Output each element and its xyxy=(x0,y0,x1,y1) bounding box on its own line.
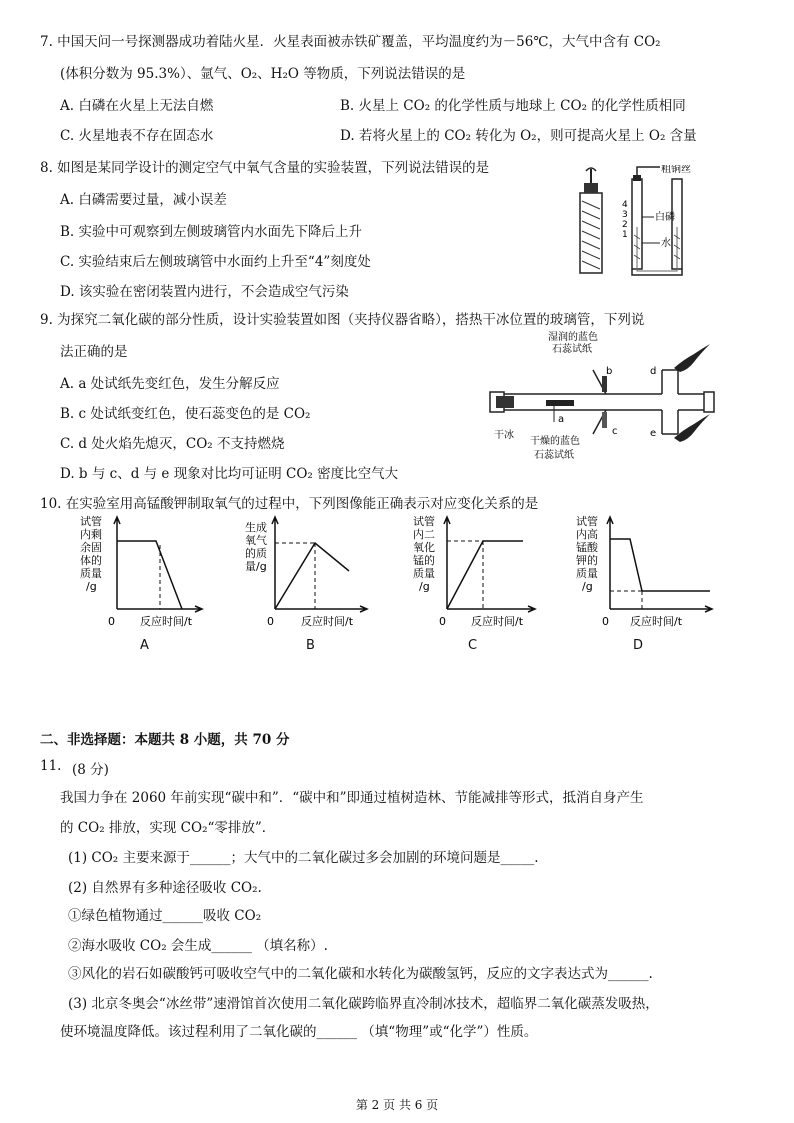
graph-d xyxy=(570,515,740,635)
q9-option-a: A. a 处试纸先变红色，发生分解反应 xyxy=(60,376,280,392)
scale-2: 2 xyxy=(622,220,628,230)
q11-intro-line1: 我国力争在 2060 年前实现“碳中和”．“碳中和”即通过植树造林、节能减排等形式，抵消自身产生 xyxy=(60,790,644,806)
label-copper-wire: 粗铜丝 xyxy=(661,165,691,175)
graph-b-origin: 0 xyxy=(267,615,274,628)
q11-part3-line2: 使环境温度降低。该过程利用了二氧化碳的______ （填“物理”或“化学”）性质。 xyxy=(60,1024,538,1040)
graph-d-letter: D xyxy=(633,638,644,653)
graph-b-ylabel-1: 氧气 xyxy=(245,534,267,547)
graph-d-ylabel-2: 锰酸 xyxy=(576,541,598,554)
q7-stem-line1: 7. 中国天问一号探测器成功着陆火星．火星表面被赤铁矿覆盖，平均温度约为－56℃，大气中含有 CO₂ xyxy=(40,34,661,50)
graph-b-xlabel: 反应时间/t xyxy=(301,615,354,628)
graph-b-ylabel-3: 量/g xyxy=(245,560,267,573)
graph-a-curve xyxy=(117,541,182,609)
label-wet-paper-1: 湿润的蓝色 xyxy=(548,332,598,343)
q11-part3-line1: (3) 北京冬奥会“冰丝带”速滑馆首次使用二氧化碳跨临界直冷制冰技术，超临界二氧化碳蒸发吸热， xyxy=(68,996,659,1012)
q7-option-b: B. 火星上 CO₂ 的化学性质与地球上 CO₂ 的化学性质相同 xyxy=(340,98,686,114)
q11-part2c: ③风化的岩石如碳酸钙可吸收空气中的二氧化碳和水转化为碳酸氢钙，反应的文字表达式为______. xyxy=(68,966,653,982)
q11-part2: (2) 自然界有多种途径吸收 CO₂. xyxy=(68,880,262,896)
q10-stem: 10. 在实验室用高锰酸钾制取氧气的过程中，下列图像能正确表示对应变化关系的是 xyxy=(40,496,539,512)
graph-a xyxy=(70,515,230,635)
graph-d-curve xyxy=(610,539,710,591)
graph-c-ylabel-2: 氧化 xyxy=(413,541,435,554)
q11-score: (8 分) xyxy=(72,762,109,778)
q8-option-b: B. 实验中可观察到左侧玻璃管内水面先下降后上升 xyxy=(60,224,363,240)
graph-d-ylabel-1: 内高 xyxy=(576,528,598,541)
label-dry-ice: 干冰 xyxy=(494,430,514,441)
label-dry-paper-2: 石蕊试纸 xyxy=(534,450,574,461)
q8-stem: 8. 如图是某同学设计的测定空气中氧气含量的实验装置，下列说法错误的是 xyxy=(40,160,490,176)
scale-1: 1 xyxy=(622,230,628,240)
graph-a-ylabel-0: 试管 xyxy=(80,515,102,528)
q7-option-c: C. 火星地表不存在固态水 xyxy=(60,128,214,144)
q11-intro-line2: 的 CO₂ 排放，实现 CO₂“零排放”． xyxy=(60,820,276,836)
graph-a-ylabel-5: /g xyxy=(86,580,97,593)
q9-option-d: D. b 与 c、d 与 e 现象对比均可证明 CO₂ 密度比空气大 xyxy=(60,466,399,482)
graph-c-letter: C xyxy=(468,638,478,653)
graph-a-ylabel-3: 体的 xyxy=(80,554,102,567)
graph-c-origin: 0 xyxy=(439,615,446,628)
q11-part2b: ②海水吸收 CO₂ 会生成______ （填名称）. xyxy=(68,938,328,954)
q9-option-b: B. c 处试纸变红色，使石蕊变色的是 CO₂ xyxy=(60,406,311,422)
q11-part1: (1) CO₂ 主要来源于______；大气中的二氧化碳过多会加剧的环境问题是_____. xyxy=(68,850,539,866)
graph-c-ylabel-3: 锰的 xyxy=(413,554,435,567)
label-white-phosphorus: 白磷 xyxy=(655,212,675,223)
graph-a-origin: 0 xyxy=(108,615,115,628)
label-dry-paper-1: 干燥的蓝色 xyxy=(530,436,580,447)
q11-number: 11. xyxy=(40,758,62,774)
graph-d-origin: 0 xyxy=(602,615,609,628)
q8-option-a: A. 白磷需要过量，减小误差 xyxy=(60,192,227,208)
label-a: a xyxy=(558,414,565,425)
graph-d-ylabel-0: 试管 xyxy=(576,515,598,528)
q9-stem-line2: 法正确的是 xyxy=(60,344,128,360)
scale-4: 4 xyxy=(622,200,628,210)
graph-c-curve xyxy=(447,541,523,609)
graph-c-ylabel-0: 试管 xyxy=(413,515,435,528)
q8-option-c: C. 实验结束后左侧玻璃管中水面约上升至“4”刻度处 xyxy=(60,254,371,270)
graph-d-ylabel-4: 质量 xyxy=(576,567,598,580)
label-wet-paper-2: 石蕊试纸 xyxy=(552,344,592,355)
graph-a-ylabel-1: 内剩 xyxy=(80,528,102,541)
graph-b-letter: B xyxy=(306,638,315,653)
graph-c-xlabel: 反应时间/t xyxy=(471,615,524,628)
graph-d-xlabel: 反应时间/t xyxy=(630,615,683,628)
graph-a-ylabel-2: 余固 xyxy=(80,541,102,554)
q7-option-a: A. 白磷在火星上无法自燃 xyxy=(60,98,214,114)
label-water: 水 xyxy=(661,238,671,249)
section2-title: 二、非选择题：本题共 8 小题，共 70 分 xyxy=(40,732,290,748)
graph-a-ylabel-4: 质量 xyxy=(80,567,102,580)
graph-c-ylabel-4: 质量 xyxy=(413,567,435,580)
q7-stem-line2: (体积分数为 95.3%）、氩气、O₂、H₂O 等物质，下列说法错误的是 xyxy=(60,66,466,82)
graph-a-xlabel: 反应时间/t xyxy=(140,615,193,628)
graph-a-letter: A xyxy=(140,638,149,653)
graph-c-ylabel-1: 内二 xyxy=(413,528,435,541)
q8-apparatus-figure xyxy=(572,165,722,280)
graph-d-ylabel-3: 钾的 xyxy=(576,554,598,567)
graph-b-ylabel-0: 生成 xyxy=(245,521,267,534)
label-d: d xyxy=(650,366,657,377)
label-b: b xyxy=(606,366,613,377)
q9-stem-line1: 9. 为探究二氧化碳的部分性质，设计实验装置如图（夹持仪器省略），搭热干冰位置的玻璃管，下列说 xyxy=(40,312,645,328)
q9-option-c: C. d 处火焰先熄灭，CO₂ 不支持燃烧 xyxy=(60,436,285,452)
page-footer: 第 2 页 共 6 页 xyxy=(355,1098,439,1112)
graph-d-ylabel-5: /g xyxy=(582,580,593,593)
q8-option-d: D. 该实验在密闭装置内进行，不会造成空气污染 xyxy=(60,284,349,300)
label-e: e xyxy=(650,428,657,439)
graph-b-curve xyxy=(275,543,349,609)
graph-c-ylabel-5: /g xyxy=(419,580,430,593)
graph-c xyxy=(403,515,563,635)
label-c: c xyxy=(612,426,618,437)
q7-option-d: D. 若将火星上的 CO₂ 转化为 O₂，则可提高火星上 O₂ 含量 xyxy=(340,128,697,144)
graph-b-ylabel-2: 的质 xyxy=(245,547,267,560)
scale-3: 3 xyxy=(622,210,628,220)
q9-apparatus-figure xyxy=(488,330,728,470)
q11-part2a: ①绿色植物通过______吸收 CO₂ xyxy=(68,908,262,924)
graph-b xyxy=(235,515,395,635)
